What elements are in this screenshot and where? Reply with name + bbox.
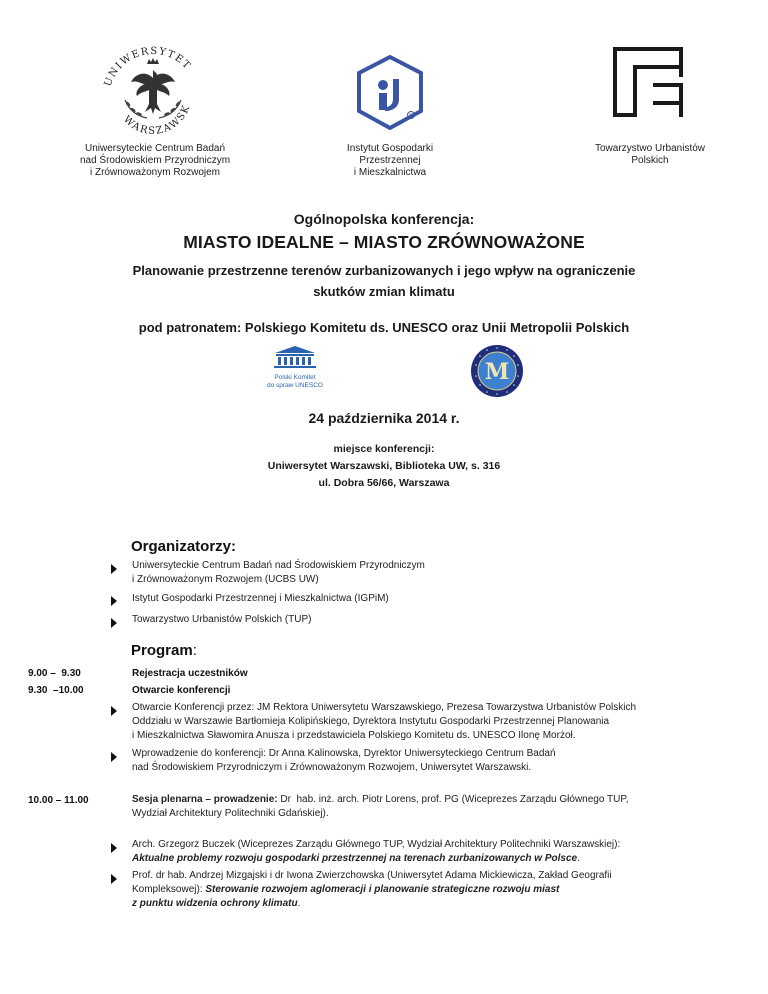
bullet-icon — [111, 706, 117, 716]
talk-title: Aktualne problemy rozwoju gospodarki przestrzennej na terenach zurbanizowanych w Polsce — [132, 853, 578, 864]
organizer-line: Istytut Gospodarki Przestrzennej i Mieszkalnictwa (IGPiM) — [132, 593, 389, 604]
uw-logo — [95, 40, 210, 140]
intro-line: nad Środowiskiem Przyrodniczym i Zrównoważonym Rozwojem, Uniwersytet Warszawski. — [132, 762, 532, 773]
talk-affiliation: Kompleksowej): — [132, 884, 206, 895]
talk-item — [132, 869, 752, 911]
svg-text:WARSZAWSKI: WARSZAWSK — [120, 102, 193, 137]
plenary-label: Sesja plenarna – prowadzenie: — [132, 794, 278, 805]
program-title-text: Program — [131, 642, 193, 659]
patronage: pod patronatem: Polskiego Komitetu ds. UNESCO oraz Unii Metropolii Polskich — [138, 320, 630, 335]
talk-end: . — [297, 898, 301, 909]
uw-caption — [60, 143, 250, 179]
opening-line: Otwarcie Konferencji przez: JM Rektora Uniwersytetu Warszawskiego, Prezesa Towarzystwa Urbanistów Polskich — [132, 702, 637, 713]
organizer-line: i Zrównoważonym Rozwojem (UCBS UW) — [132, 574, 319, 585]
unesco-text: do spraw UNESCO — [267, 382, 323, 389]
talk-title: Sterowanie rozwojem aglomeracji i planowanie strategiczne rozwoju miast — [205, 884, 560, 895]
bullet-icon — [111, 618, 117, 628]
organizer-item — [132, 559, 425, 587]
igpim-caption-line: Instytut Gospodarki — [346, 143, 434, 154]
uw-caption-line: nad Środowiskiem Przyrodniczym — [79, 155, 231, 166]
talk-title: z punktu widzenia ochrony klimatu — [132, 898, 298, 909]
svg-text:UNIWERSYTET: UNIWERSYTET — [102, 45, 193, 89]
program-title-colon: : — [192, 642, 197, 659]
organizer-item — [132, 592, 389, 606]
unesco-logo — [255, 345, 335, 395]
conference-date: 24 października 2014 r. — [308, 410, 460, 426]
intro-text — [132, 747, 732, 775]
bullet-icon — [111, 752, 117, 762]
organizer-line: Towarzystwo Urbanistów Polskich (TUP) — [132, 614, 312, 625]
venue-line: ul. Dobra 56/66, Warszawa — [318, 477, 450, 489]
opening-line: Oddziału w Warszawie Bartłomieja Kolipińskiego, Dyrektora Instytutu Gospodarki Przestrzennej Planowania — [132, 716, 610, 727]
subtitle-line: Planowanie przestrzenne terenów zurbanizowanych i jego wpływ na ograniczenie — [132, 263, 636, 278]
ump-letter: M — [484, 359, 510, 385]
igpim-caption — [315, 143, 465, 179]
plenary-line: Wydział Architektury Politechniki Gdańskiej). — [132, 808, 329, 819]
subtitle-line: skutków zmian klimatu — [313, 284, 455, 299]
bullet-icon — [111, 874, 117, 884]
tup-caption-line: Polskich — [631, 155, 669, 166]
intro-line: Wprowadzenie do konferencji: Dr Anna Kalinowska, Dyrektor Uniwersyteckiego Centrum Badań — [132, 748, 556, 759]
igpim-logo — [355, 55, 425, 130]
igpim-caption-line: i Mieszkalnictwa — [353, 167, 427, 178]
bullet-icon — [111, 596, 117, 606]
bullet-icon — [111, 843, 117, 853]
igpim-caption-line: Przestrzennej — [359, 155, 421, 166]
svg-text:R: R — [409, 113, 413, 118]
talk-speaker: Prof. dr hab. Andrzej Mizgajski i dr Iwona Zwierzchowska (Uniwersytet Adama Mickiewicza, Zakład Geografii — [132, 870, 612, 881]
tup-caption-line: Towarzystwo Urbanistów — [594, 143, 706, 154]
program-title — [131, 642, 197, 659]
organizers-title: Organizatorzy: — [131, 538, 237, 555]
plenary-chair: Dr hab. inż. arch. Piotr Lorens, prof. PG (Wiceprezes Zarządu Głównego TUP, — [277, 794, 629, 805]
page-title: MIASTO IDEALNE – MIASTO ZRÓWNOWAŻONE — [183, 232, 585, 252]
slot-time: 9.00 – 9.30 — [28, 668, 81, 679]
pre-title: Ogólnopolska konferencja: — [293, 211, 475, 227]
organizer-line: Uniwersyteckie Centrum Badań nad Środowiskiem Przyrodniczym — [132, 560, 425, 571]
tup-logo — [611, 45, 686, 120]
venue-line: Uniwersytet Warszawski, Biblioteka UW, s. 316 — [267, 460, 501, 472]
plenary-text — [132, 793, 752, 821]
talk-speaker: Arch. Grzegorz Buczek (Wiceprezes Zarządu Głównego TUP, Wydział Architektury Politechniki Warszawskiej): — [132, 839, 621, 850]
uw-caption-line: i Zrównoważonym Rozwojem — [89, 167, 221, 178]
ump-logo — [469, 343, 525, 399]
slot-label: Rejestracja uczestników — [132, 668, 248, 679]
slot-time: 9.30 –10.00 — [28, 685, 84, 696]
organizer-item — [132, 613, 312, 627]
tup-caption — [575, 143, 725, 167]
uw-caption-line: Uniwersyteckie Centrum Badań — [84, 143, 226, 154]
talk-end: . — [577, 853, 580, 864]
venue-label: miejsce konferencji: — [333, 443, 435, 455]
slot-time: 10.00 – 11.00 — [28, 795, 89, 806]
talk-item — [132, 838, 752, 866]
bullet-icon — [111, 564, 117, 574]
opening-text — [132, 701, 732, 743]
slot-label: Otwarcie konferencji — [132, 685, 231, 696]
unesco-text: Polski Komitet — [274, 374, 316, 381]
opening-line: i Mieszkalnictwa Sławomira Anusza i przedstawiciela Polskiego Komitetu ds. UNESCO Ilonę Morżoł. — [132, 730, 576, 741]
